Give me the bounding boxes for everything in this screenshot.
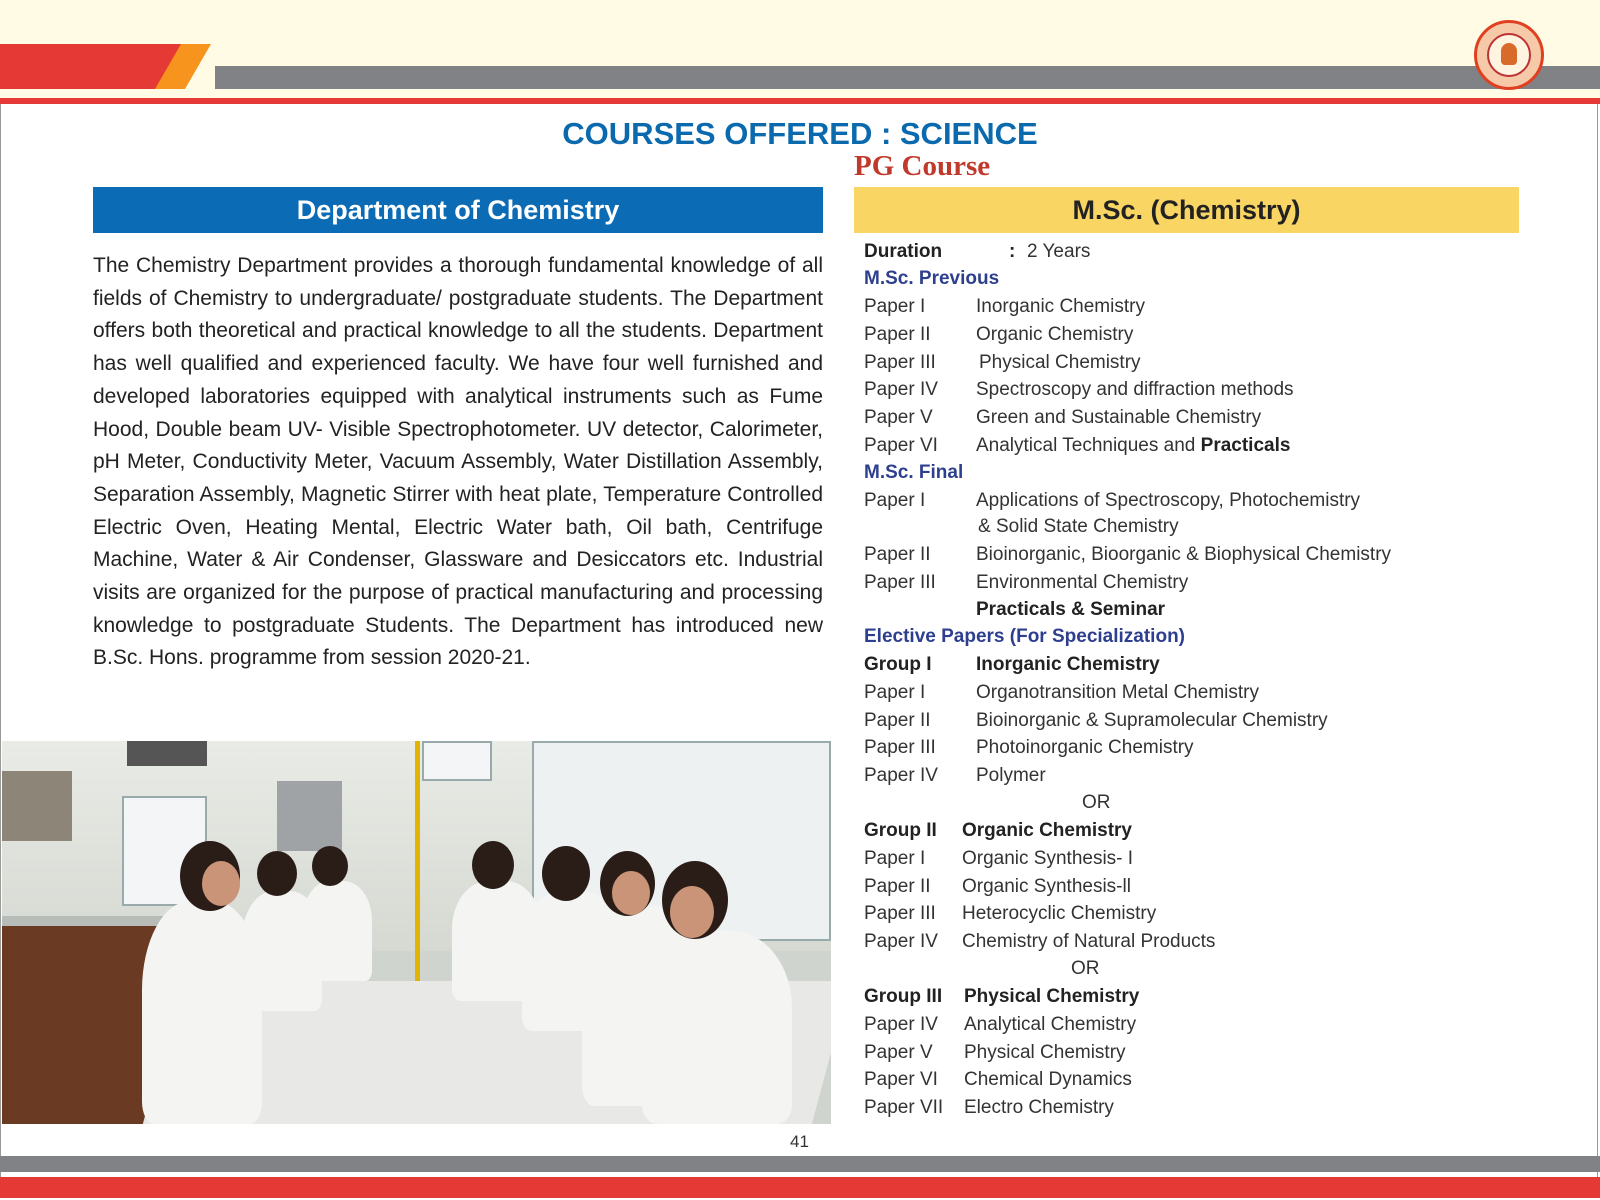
previous-paper-label: Paper II [864,324,931,345]
group-paper-label: Paper IV [864,1014,938,1035]
department-heading: Department of Chemistry [93,187,823,233]
paper-name-text: Analytical Techniques and [976,435,1201,456]
header-red-line [0,98,1600,104]
group-paper-label: Paper III [864,737,936,758]
page-title: COURSES OFFERED : SCIENCE [562,116,1038,151]
paper-name-bold: Practicals [1200,435,1291,456]
group-paper-label: Paper V [864,1042,933,1063]
final-paper-label: Paper I [864,490,926,511]
final-paper-name: Applications of Spectroscopy, Photochemistry [976,490,1361,511]
practicals-seminar: Practicals & Seminar [976,599,1166,620]
duration-label: Duration [864,241,943,262]
group-label: Group II [864,820,937,841]
department-description: The Chemistry Department provides a thorough fundamental knowledge of all fields of Chemistry to undergraduate/ postgraduate students. The Department offers both theoretical and practical knowledge to all the students. Department has well qualified and experienced faculty. We have four well furnished and developed laboratories equipped with analytical instruments such as Fume Hood, Double beam UV- Visible Spectrophotometer. UV detector, Calorimeter, pH Meter, Conductivity Meter, Vacuum Assembly, Water Distillation Assembly, Separation Assembly, Magnetic Stirrer with heat plate, Temperature Controlled Electric Oven, Heating Mental, Electric Water bath, Oil bath, Centrifuge Machine, Water & Air Condenser, Glassware and Desiccators etc. Industrial visits are organized for the purpose of practical manufacturing and processing knowledge to postgraduate Students. The Department has introduced new B.Sc. Hons. programme from session 2020-21. [93,254,823,670]
group-label: Group I [864,654,932,675]
previous-paper-name: Green and Sustainable Chemistry [976,407,1262,428]
group-paper-name: Analytical Chemistry [964,1014,1137,1035]
previous-paper-label: Paper V [864,407,933,428]
group-paper-label: Paper I [864,682,926,703]
previous-paper-label: Paper VI [864,435,938,456]
group-paper-label: Paper I [864,848,926,869]
group-paper-name: Chemical Dynamics [964,1069,1132,1090]
group-paper-name: Photoinorganic Chemistry [976,737,1194,758]
header-grey-band [215,66,1600,89]
group-name: Organic Chemistry [962,820,1132,841]
previous-paper-name: Spectroscopy and diffraction methods [976,379,1294,400]
group-paper-name: Organic Synthesis- I [962,848,1134,869]
university-seal-icon [1474,20,1544,90]
msc-previous-title: M.Sc. Previous [864,268,1000,289]
page-subtitle: PG Course [854,150,991,182]
or-separator: OR [1071,958,1100,979]
msc-final-title: M.Sc. Final [864,462,964,483]
previous-paper-label: Paper III [864,352,936,373]
group-name: Physical Chemistry [964,986,1140,1007]
previous-paper-name: Organic Chemistry [976,324,1134,345]
group-paper-label: Paper IV [864,765,938,786]
previous-paper-label: Paper IV [864,379,938,400]
group-paper-label: Paper III [864,903,936,924]
group-paper-name: Organotransition Metal Chemistry [976,682,1259,703]
footer-grey-band [0,1156,1600,1172]
duration-separator: : [1009,241,1016,262]
elective-title: Elective Papers (For Specialization) [864,626,1185,647]
final-paper-name: Environmental Chemistry [976,572,1189,593]
previous-paper-name: Inorganic Chemistry [976,296,1145,317]
final-paper-label: Paper II [864,544,931,565]
final-paper-name: Bioinorganic, Bioorganic & Biophysical Chemistry [976,544,1392,565]
footer-red-band [0,1177,1600,1198]
previous-paper-name: Physical Chemistry [979,352,1141,373]
group-paper-name: Chemistry of Natural Products [962,931,1216,952]
course-heading: M.Sc. (Chemistry) [854,187,1519,233]
group-paper-name: Physical Chemistry [964,1042,1126,1063]
group-paper-label: Paper VI [864,1069,938,1090]
final-paper-label: Paper III [864,572,936,593]
group-paper-name: Bioinorganic & Supramolecular Chemistry [976,710,1328,731]
duration-value: 2 Years [1027,241,1091,262]
group-name: Inorganic Chemistry [976,654,1160,675]
previous-paper-label: Paper I [864,296,926,317]
group-paper-label: Paper II [864,710,931,731]
group-paper-name: Organic Synthesis-ll [962,876,1131,897]
group-paper-name: Electro Chemistry [964,1097,1114,1118]
group-paper-label: Paper II [864,876,931,897]
lab-photo [2,741,831,1124]
group-paper-label: Paper VII [864,1097,944,1118]
group-paper-label: Paper IV [864,931,938,952]
previous-paper-name [976,435,1290,457]
group-paper-name: Polymer [976,765,1046,786]
final-paper-name-continued: & Solid State Chemistry [978,516,1179,537]
page-number: 41 [790,1132,809,1151]
group-paper-name: Heterocyclic Chemistry [962,903,1157,924]
or-separator: OR [1082,792,1111,813]
group-label: Group III [864,986,943,1007]
